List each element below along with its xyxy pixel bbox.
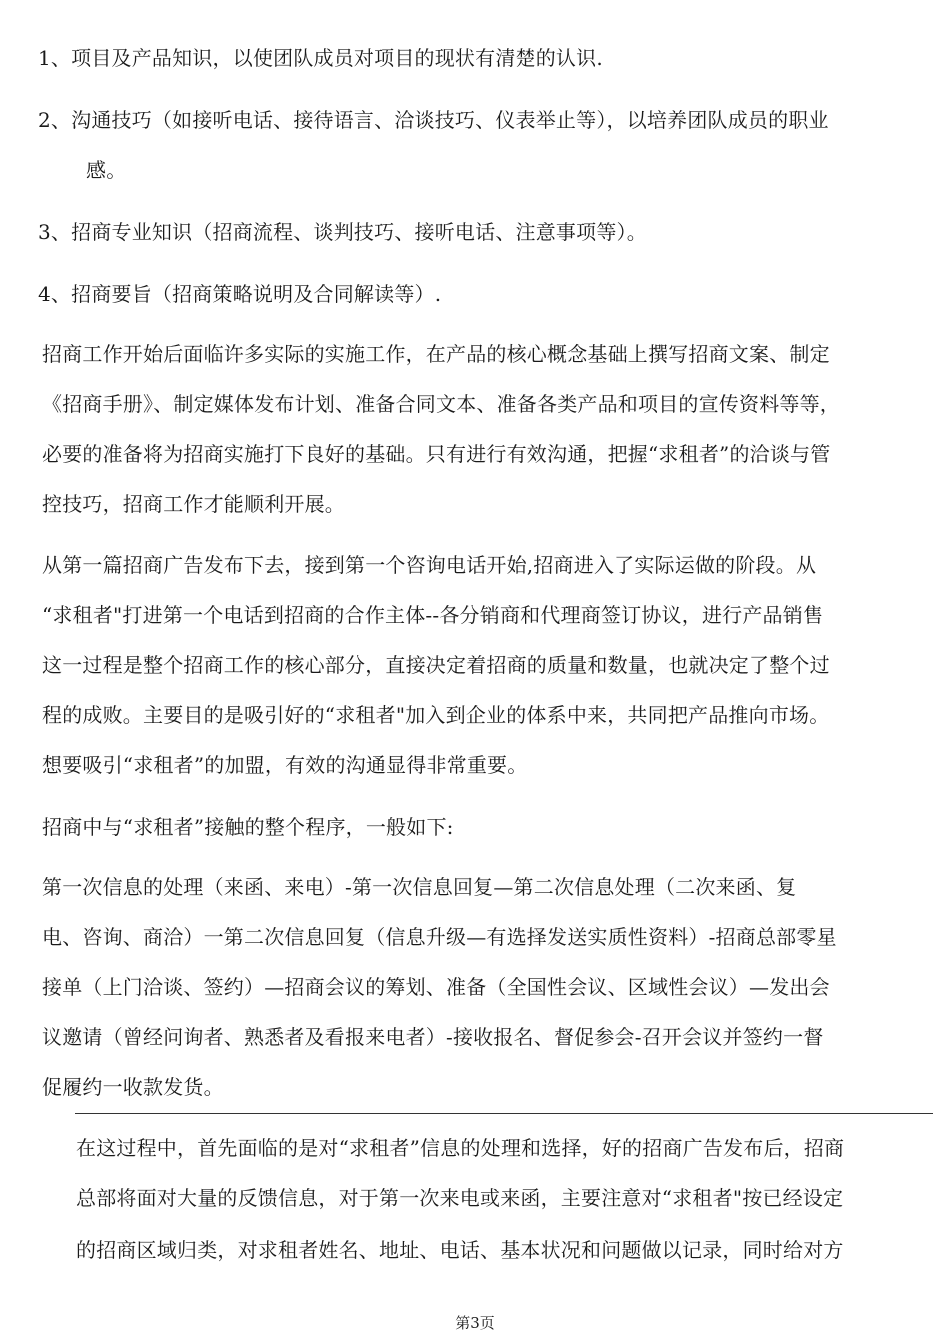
paragraph-2-line: “求租者"打进第一个电话到招商的合作主体--各分销商和代理商签订协议，进行产品销售 (42, 603, 824, 627)
list-item-2: 2、沟通技巧（如接听电话、接待语言、洽谈技巧、仪表举止等），以培养团队成员的职业 (38, 108, 829, 132)
list-item-2-continued: 感。 (86, 158, 127, 182)
page-number: 第3页 (455, 1314, 495, 1332)
paragraph-5-line: 的招商区域归类，对求租者姓名、地址、电话、基本状况和问题做以记录，同时给对方 (76, 1238, 844, 1262)
paragraph-2-line: 这一过程是整个招商工作的核心部分，直接决定着招商的质量和数量，也就决定了整个过 (42, 653, 830, 677)
paragraph-2-line: 程的成败。主要目的是吸引好的“求租者"加入到企业的体系中来，共同把产品推向市场。 (42, 703, 830, 727)
paragraph-1-line: 《招商手册》、制定媒体发布计划、准备合同文本、准备各类产品和项目的宣传资料等等， (42, 392, 840, 416)
list-item-3: 3、招商专业知识（招商流程、谈判技巧、接听电话、注意事项等）。 (38, 220, 647, 244)
paragraph-3-line: 招商中与“求租者”接触的整个程序，一般如下: (42, 815, 454, 839)
paragraph-4-line: 议邀请（曾经问询者、熟悉者及看报来电者）-接收报名、督促参会-召开会议并签约一督 (42, 1025, 824, 1049)
paragraph-2-line: 想要吸引“求租者”的加盟，有效的沟通显得非常重要。 (42, 753, 528, 777)
section-divider (75, 1113, 933, 1114)
paragraph-1-line: 招商工作开始后面临许多实际的实施工作，在产品的核心概念基础上撰写招商文案、制定 (42, 342, 830, 366)
paragraph-4-line: 接单（上门洽谈、签约）—招商会议的筹划、准备（全国性会议、区域性会议）—发出会 (42, 975, 830, 999)
list-item-4: 4、招商要旨（招商策略说明及合同解读等）. (38, 282, 442, 306)
paragraph-4-line: 电、咨询、商洽）一第二次信息回复（信息升级—有选择发送实质性资料）-招商总部零星 (42, 925, 837, 949)
paragraph-1-line: 控技巧，招商工作才能顺利开展。 (42, 492, 345, 516)
paragraph-1-line: 必要的准备将为招商实施打下良好的基础。只有进行有效沟通，把握“求租者”的洽谈与管 (42, 442, 831, 466)
paragraph-4-line: 促履约一收款发货。 (42, 1075, 224, 1099)
paragraph-4-line: 第一次信息的处理（来函、来电）-第一次信息回复—第二次信息处理（二次来函、复 (42, 875, 797, 899)
list-item-1: 1、项目及产品知识，以使团队成员对项目的现状有清楚的认识. (38, 46, 603, 70)
paragraph-2-line: 从第一篇招商广告发布下去，接到第一个咨询电话开始,招商进入了实际运做的阶段。从 (42, 553, 817, 577)
paragraph-5-line: 总部将面对大量的反馈信息，对于第一次来电或来函，主要注意对“求租者"按已经设定 (76, 1186, 844, 1210)
paragraph-5-line: 在这过程中，首先面临的是对“求租者”信息的处理和选择，好的招商广告发布后，招商 (76, 1136, 845, 1160)
